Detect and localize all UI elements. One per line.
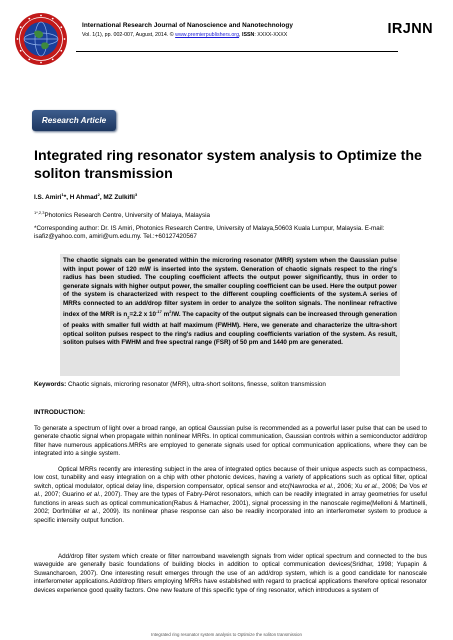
paragraph-text: Optical MRRs recently are interesting subject in the area of integrated optics because of their unique aspects such as compactness, low cost, tunability and easy integration on a chip with other photonic devices, having a variety of applications such as optical filter, optical switch, optical modulator, optical delay line, dispersion compensator, optical sensor and etc(Nawrocka [34,466,427,490]
paragraph-text: , 2006; De Vos [378,482,422,490]
abstract-text: m [161,311,170,319]
author-sup: 3 [134,192,138,197]
article-type-badge: Research Article [32,110,116,131]
keywords-line [34,381,429,388]
journal-name: International Research Journal of Nanoscience and Nanotechnology [82,22,293,29]
publisher-website-link[interactable]: www.premierpublishers.org [175,32,240,38]
abstract-exponent: -17 [156,309,162,315]
author-name: I.S. Amiri [34,194,62,201]
section-heading-introduction: INTRODUCTION: [34,409,86,416]
citation-et-al: et al. [34,482,427,499]
author-sup: 2 [97,192,100,197]
corresponding-mark: * [63,194,67,201]
affiliation-text: Photonics Research Centre, University of Malaya, Malaysia [44,212,210,219]
affiliation [34,210,210,219]
paragraph-text: , 2009). Its nonlinear phase response can also be readily incorporated into an interferometer system to produce a specific intensity output function. [34,508,427,524]
journal-volume-info [82,32,287,38]
issn-value: : XXXX-XXXX [254,32,288,38]
citation-et-al: et al. [83,508,99,516]
abstract-text: /W. The capacity of the output signals can be increased through generation of peaks with smaller full width at half maximum (FWHM). Here, we generate and characterize the ultra-short optical soliton pulses respect to the ring's radius and coupling coefficients variation of the system. As result, soliton pulses with FWHM and free spectral range (FSR) of 50 pm and 1440 pm are generated. [63,311,397,347]
citation-et-al: et al. [86,491,101,499]
intro-paragraph-2 [34,466,427,525]
author-sup: 1 [61,192,64,197]
citation-et-al: et al. [319,482,334,490]
paragraph-text: , 2007; Guarino [40,491,87,499]
citation-et-al: et al. [364,482,379,490]
abstract-box [60,254,400,376]
author-name: , H Ahmad [66,194,98,201]
paragraph-text: , 2007). They are the types of Fabry-Pérot resonators, which can be readily integrated in array geometries for useful functions in areas such as optical communication(Rabus & Hamacher, 2001), signal processing in the nanoscale regime(Melloni & Martinelli, 2002; Dorfmüller [34,491,427,516]
issn-separator: , [239,32,242,38]
affiliation-sup: 1*,2,3 [34,210,45,215]
intro-paragraph-1: To generate a spectrum of light over a broad range, an optical Gaussian pulse is recommended as a powerful laser pulse that can be used to generate chaotic signal when propagate within nonlinear MRRs. In optical communication, Gaussian controls within a semiconductor add/drop filter have numerous applications.MRRs are employed to generate signals used for optical communication applications, where they can be integrated into a single system. [34,425,427,458]
keywords-label: Keywords: [34,381,67,388]
abstract-subscript: 2 [127,314,130,320]
abstract-superscript: 2 [169,309,172,315]
journal-logo [14,12,68,66]
premier-publishers-seal-icon [14,12,68,66]
paragraph-text: , 2006; Xu [333,482,365,490]
issn-label: ISSN [241,32,255,38]
journal-code: IRJNN [387,21,433,37]
keywords-text: Chaotic signals, microring resonator (MRR), ultra-short solitons, finesse, soliton transmission [66,381,326,388]
author-name: , MZ Zulkifli [99,194,135,201]
intro-paragraph-3: Add/drop filter system which create or filter narrowband wavelength signals from wider optical spectrum and connected to the bus waveguide are generally basic foundations of building blocks in addition to optical communication devices(Sridhar, 1998; Yupapin & Suwancharoen, 2007). One interesting result emerges through the use of an add/drop system, which is a good candidate for nanoscale interferometer applications.Add/drop filters employing MRRs have established with regard to practical applications therefore optical resonator devices experience good quality factors. One new feature of this specific type of ring resonator, which introduces a system of [34,553,427,594]
corresponding-author-info: *Corresponding author: Dr. IS Amiri, Photonics Research Centre, University of Malaya,50603 Kuala Lumpur, Malaysia. E-mail: isafiz@yahoo.com, amiri@um.edu.my. Tel.:+60127420567 [34,225,385,241]
abstract-text: The chaotic signals can be generated within the microring resonator (MRR) system when the Gaussian pulse with input power of 120 mW is inserted into the system. Generation of chaotic signals respect to the ring's radius has been studied. The coupling coefficient affects the output power significantly, thus in order to generate signals with higher output power, the smaller coupling coefficient can be used. Here the output power of the system is characterized with respect to the different coupling coefficients of the system.A series of MRRs connected to an add/drop filter system in order to analyze the soliton signals. The nonlinear refractive index of the MRR is n [63,257,397,319]
volume-text: Vol. 1(1), pp. 002-007, August, 2014. © [82,32,176,38]
page-footer: Integrated ring resonator system analysis to Optimize the soliton transmission [151,632,302,637]
author-list [34,192,137,201]
abstract-text: =2.2 x 10 [129,311,157,319]
header-divider [76,51,398,52]
paper-title: Integrated ring resonator system analysis to Optimize the soliton transmission [34,148,422,182]
